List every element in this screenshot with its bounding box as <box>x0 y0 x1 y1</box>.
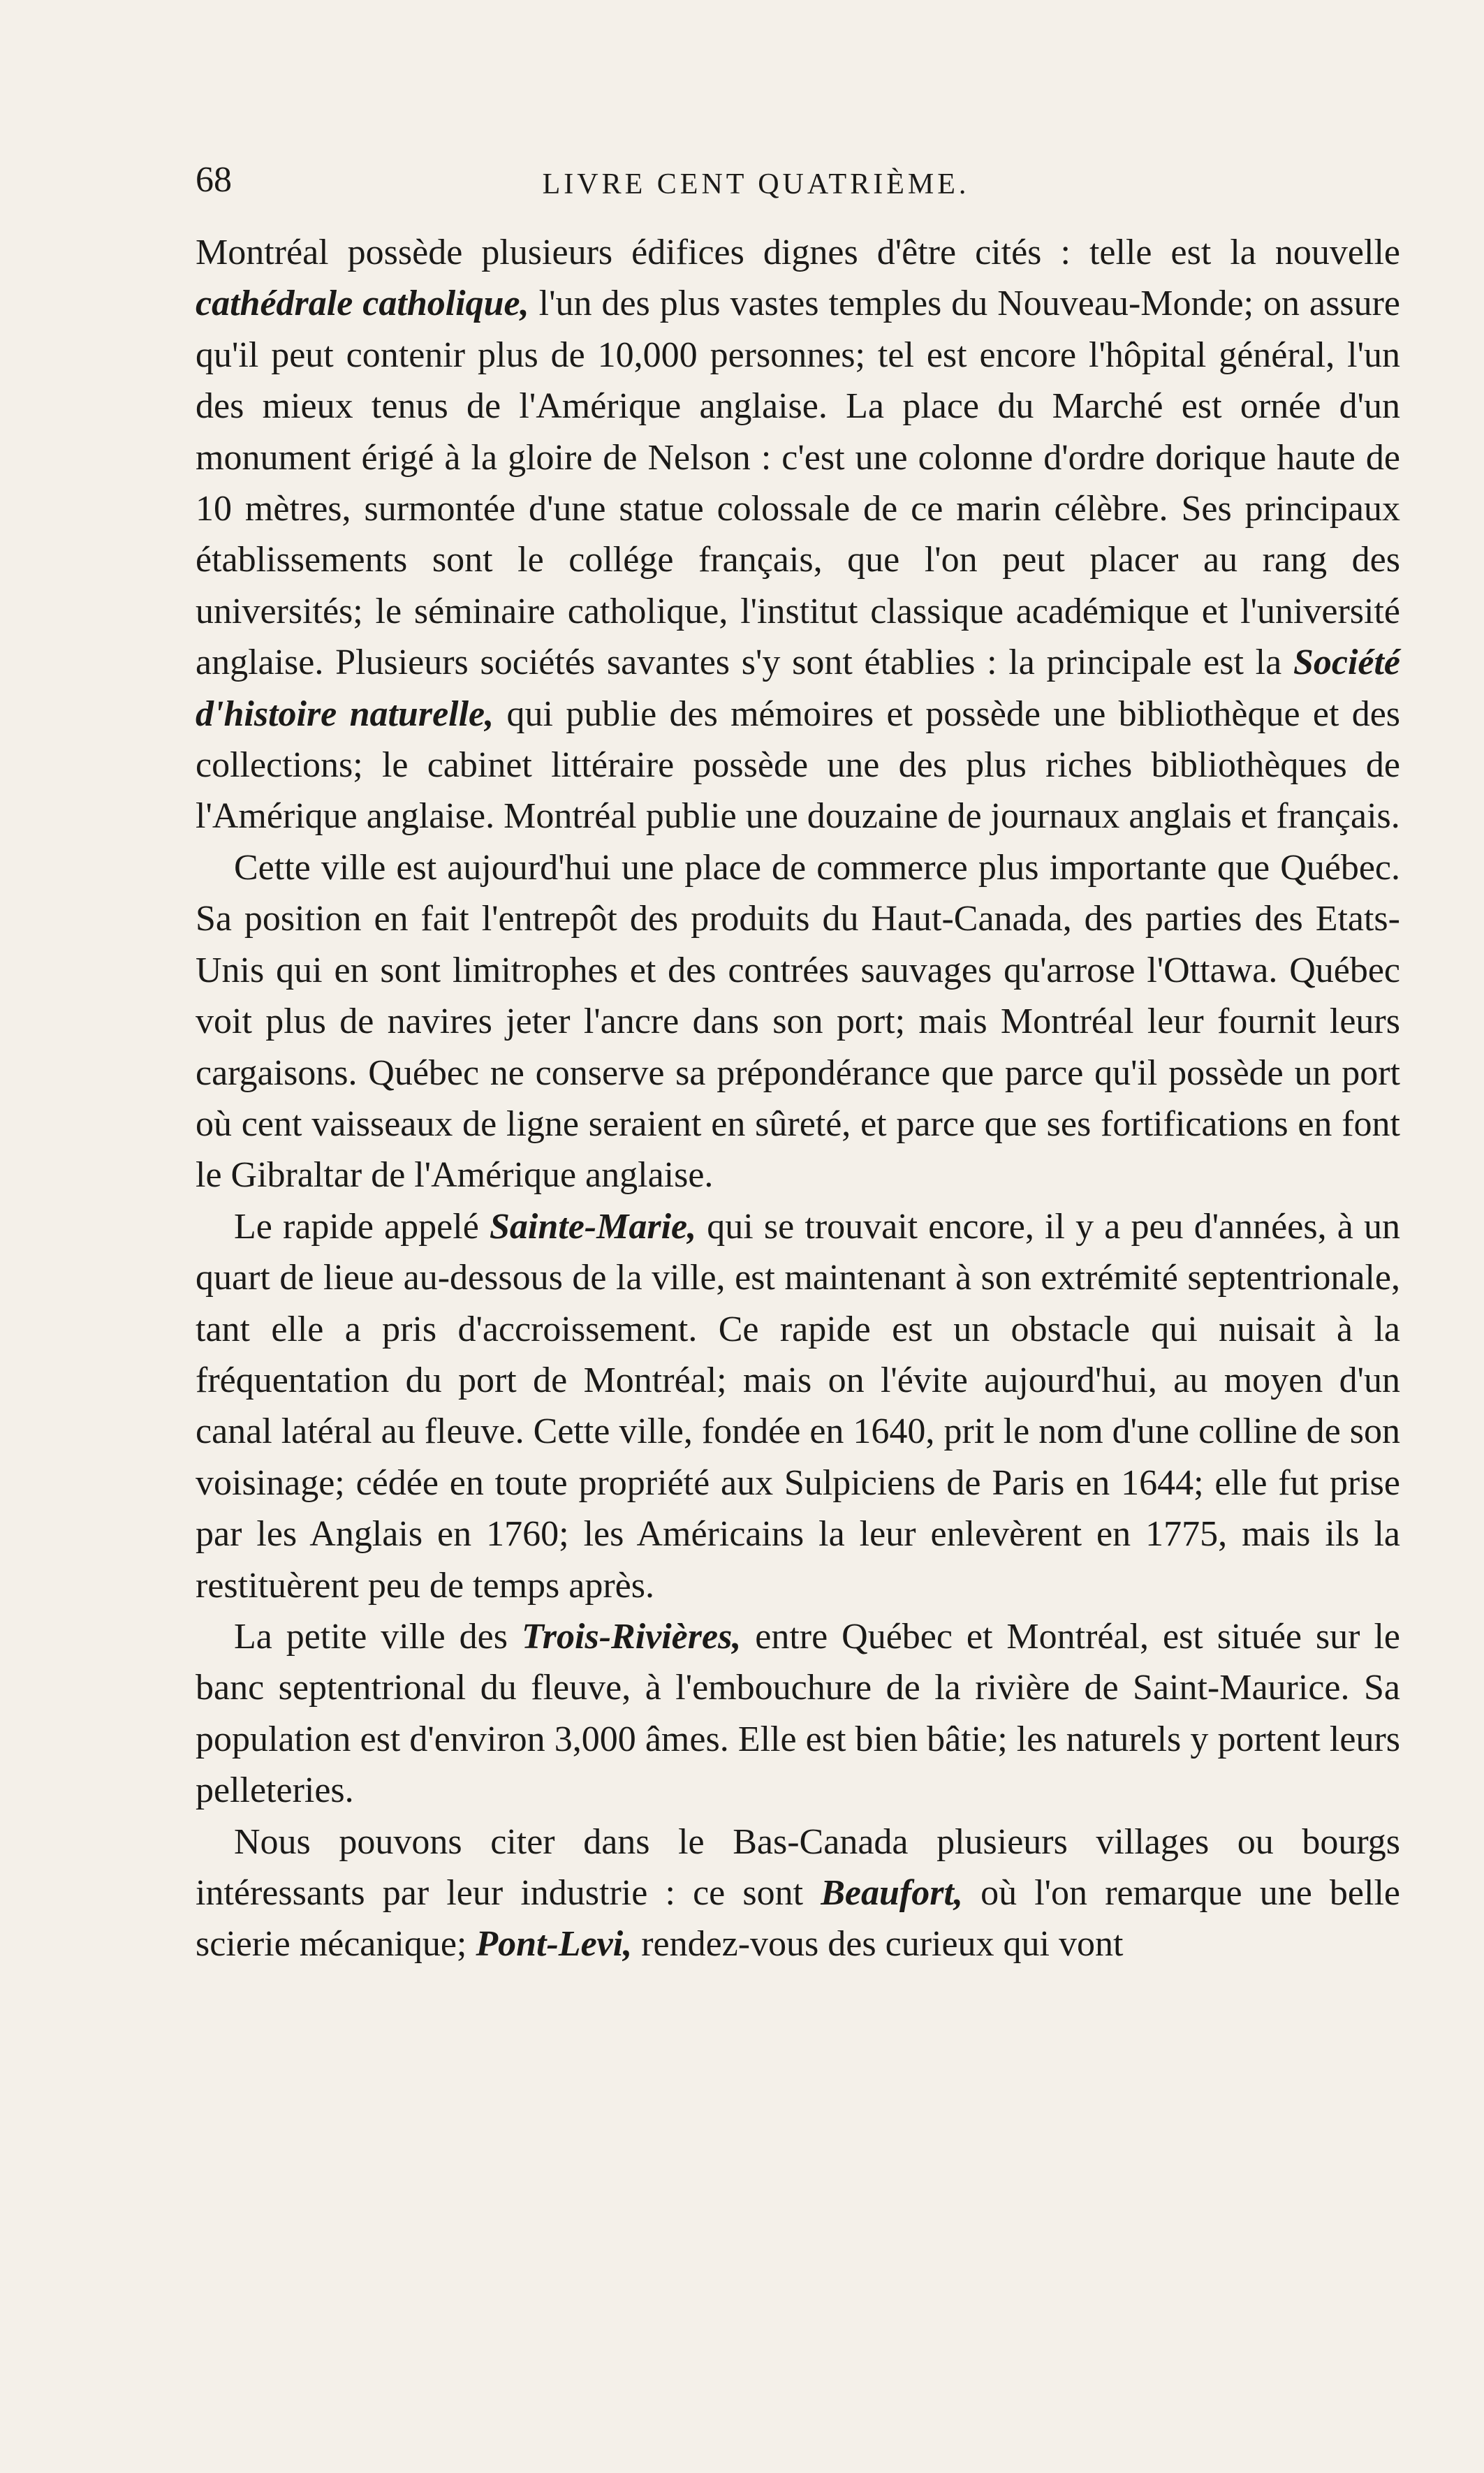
running-head: LIVRE CENT QUATRIÈME. <box>542 168 970 200</box>
page-number: 68 <box>196 160 232 200</box>
body-text <box>196 227 1400 1970</box>
paragraph-rapide: Le rapide appelé Sainte-Marie, qui se trouvait encore, il y a peu d'années, à un quart de lieue au-dessous de la ville, est maintenant à son extrémité septentrionale, tant elle a pris d'accroissement. Ce rapide est un obstacle qui nuisait à la fréquentation du port de Montréal; mais on l'évite aujourd'hui, au moyen d'un canal latéral au fleuve. Cette ville, fondée en 1640, prit le nom d'une colline de son voisinage; cédée en toute propriété aux Sulpiciens de Paris en 1644; elle fut prise par les Anglais en 1760; les Américains la leur enlevèrent en 1775, mais ils la restituèrent peu de temps après. <box>196 1206 1400 1606</box>
paragraph-montreal-edifices: Montréal possède plusieurs édifices dignes d'être cités : telle est la nouvelle cathédrale catholique, l'un des plus vastes temples du Nouveau-Monde; on assure qu'il peut contenir plus de 10,000 personnes; tel est encore l'hôpital général, l'un des mieux tenus de l'Amérique anglaise. La place du Marché est ornée d'un monument érigé à la gloire de Nelson : c'est une colonne d'ordre dorique haute de 10 mètres, surmontée d'une statue colossale de ce marin célèbre. Ses principaux établissements sont le collége français, que l'on peut placer au rang des universités; le séminaire catholique, l'institut classique académique et l'université anglaise. Plusieurs sociétés savantes s'y sont établies : la principale est la Société d'histoire naturelle, qui publie des mémoires et possède une bibliothèque et des collections; le cabinet littéraire possède une des plus riches bibliothèques de l'Amérique anglaise. Montréal publie une douzaine de journaux anglais et français. <box>196 233 1401 837</box>
emphasis-pont-levi: Pont-Levi, <box>476 1924 633 1965</box>
paragraph-villages: Nous pouvons citer dans le Bas-Canada plusieurs villages ou bourgs intéressants par leur industrie : ce sont Beaufort, où l'on remarque une belle scierie mécanique; Pont-Levi, rendez-vous des curieux qui vont <box>196 1821 1400 1965</box>
emphasis-sainte-marie: Sainte-Marie, <box>489 1206 697 1247</box>
emphasis-societe: Société d'histoire naturelle, <box>196 643 1400 734</box>
emphasis-trois-rivieres: Trois-Rivières, <box>521 1616 742 1657</box>
emphasis-cathedrale: cathédrale catholique, <box>196 284 529 324</box>
paragraph-commerce: Cette ville est aujourd'hui une place de commerce plus importante que Québec. Sa position en fait l'entrepôt des produits du Haut-Canada, des parties des Etats-Unis qui en sont limitrophes et des contrées sauvages qu'arrose l'Ottawa. Québec voit plus de navires jeter l'ancre dans son port; mais Montréal leur fournit leurs cargaisons. Québec ne conserve sa prépondérance que parce qu'il possède un port où cent vaisseaux de ligne seraient en sûreté, et parce que ses fortifications en font le Gibraltar de l'Amérique anglaise. <box>196 847 1400 1196</box>
emphasis-beaufort: Beaufort, <box>821 1873 963 1913</box>
paragraph-trois-rivieres: La petite ville des Trois-Rivières, entre Québec et Montréal, est située sur le banc septentrional du fleuve, à l'embouchure de la rivière de Saint-Maurice. Sa population est d'environ 3,000 âmes. Elle est bien bâtie; les naturels y portent leurs pelleteries. <box>196 1616 1400 1811</box>
